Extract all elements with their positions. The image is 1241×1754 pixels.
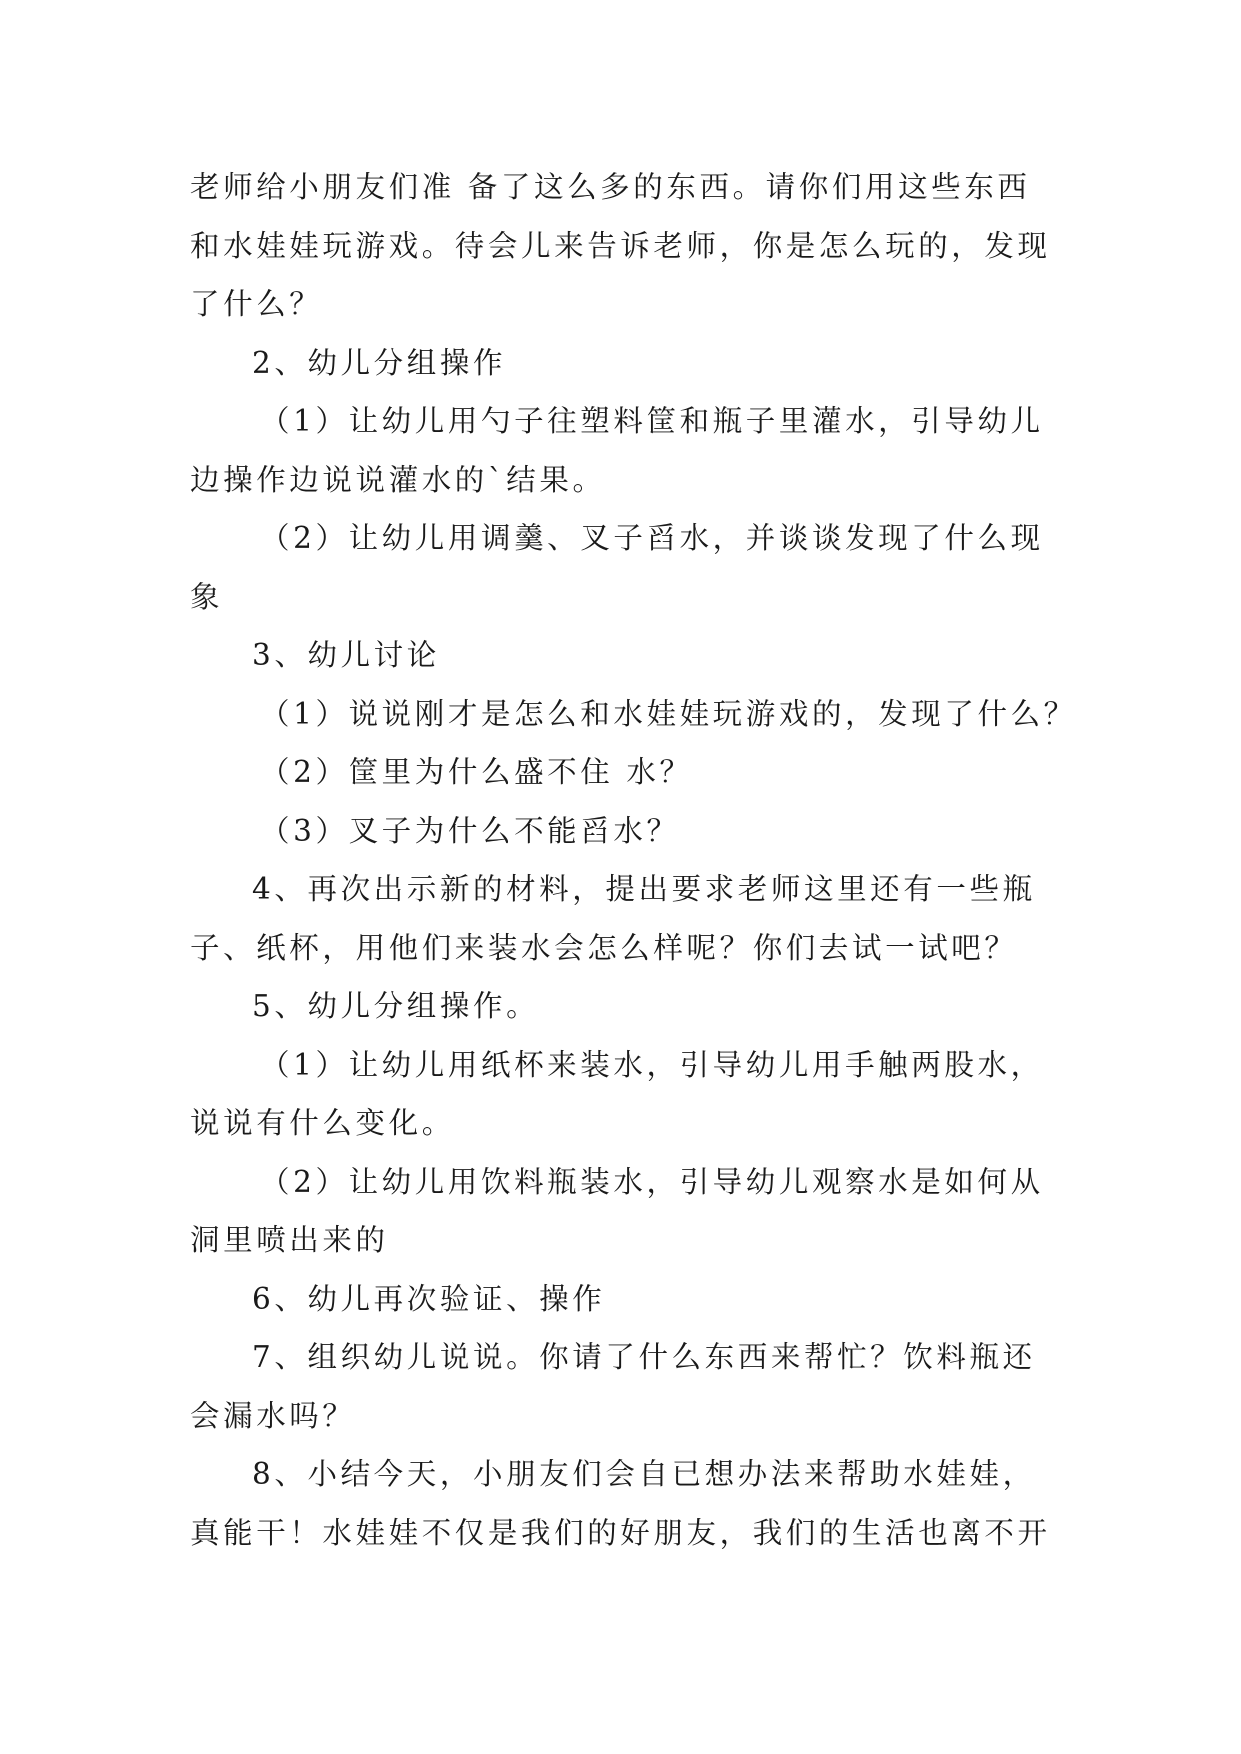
text-line: 会漏水吗？ xyxy=(190,1398,356,1433)
page-body xyxy=(190,158,1077,1562)
text-line: 和水娃娃玩游戏。待会儿来告诉老师，你是怎么玩的，发现 xyxy=(190,228,1051,263)
text-line: 说说有什么变化。 xyxy=(190,1106,455,1140)
step-heading: 6、幼儿再次验证、操作 xyxy=(252,1281,606,1316)
sub-item: （1）让幼儿用勺子往塑料筐和瓶子里灌水，引导幼儿 xyxy=(260,404,1044,438)
sub-item: （2）让幼儿用调羹、叉子舀水，并谈谈发现了什么现 xyxy=(260,521,1044,555)
step-heading: 3、幼儿讨论 xyxy=(252,638,440,672)
step-heading: 7、组织幼儿说说。你请了什么东西来帮忙？饮料瓶还 xyxy=(252,1340,1036,1374)
step-heading: 5、幼儿分组操作。 xyxy=(252,989,540,1023)
text-line: 洞里喷出来的 xyxy=(190,1223,389,1257)
text-line: 真能干！水娃娃不仅是我们的好朋友，我们的生活也离不开 xyxy=(190,1515,1051,1550)
sub-item: （1）让幼儿用纸杯来装水，引导幼儿用手触两股水， xyxy=(260,1047,1044,1082)
step-heading: 4、再次出示新的材料，提出要求老师这里还有一些瓶 xyxy=(252,872,1036,906)
text-line: 老师给小朋友们准 备了这么多的东西。请你们用这些东西 xyxy=(190,170,1031,204)
text-line: 了什么？ xyxy=(190,287,323,321)
text-line: 象 xyxy=(190,579,224,614)
step-heading: 2、幼儿分组操作 xyxy=(252,345,507,380)
sub-item: （3）叉子为什么不能舀水？ xyxy=(260,813,680,848)
text-line: 子、纸杯，用他们来装水会怎么样呢？你们去试一试吧？ xyxy=(190,930,1018,965)
text-line: 边操作边说说灌水的`结果。 xyxy=(190,462,606,497)
step-heading: 8、小结今天，小朋友们会自已想办法来帮助水娃娃， xyxy=(252,1457,1036,1491)
sub-item: （1）说说刚才是怎么和水娃娃玩游戏的，发现了什么？ xyxy=(260,696,1077,731)
sub-item: （2）筐里为什么盛不住 水？ xyxy=(260,755,693,789)
sub-item: （2）让幼儿用饮料瓶装水，引导幼儿观察水是如何从 xyxy=(260,1164,1044,1199)
